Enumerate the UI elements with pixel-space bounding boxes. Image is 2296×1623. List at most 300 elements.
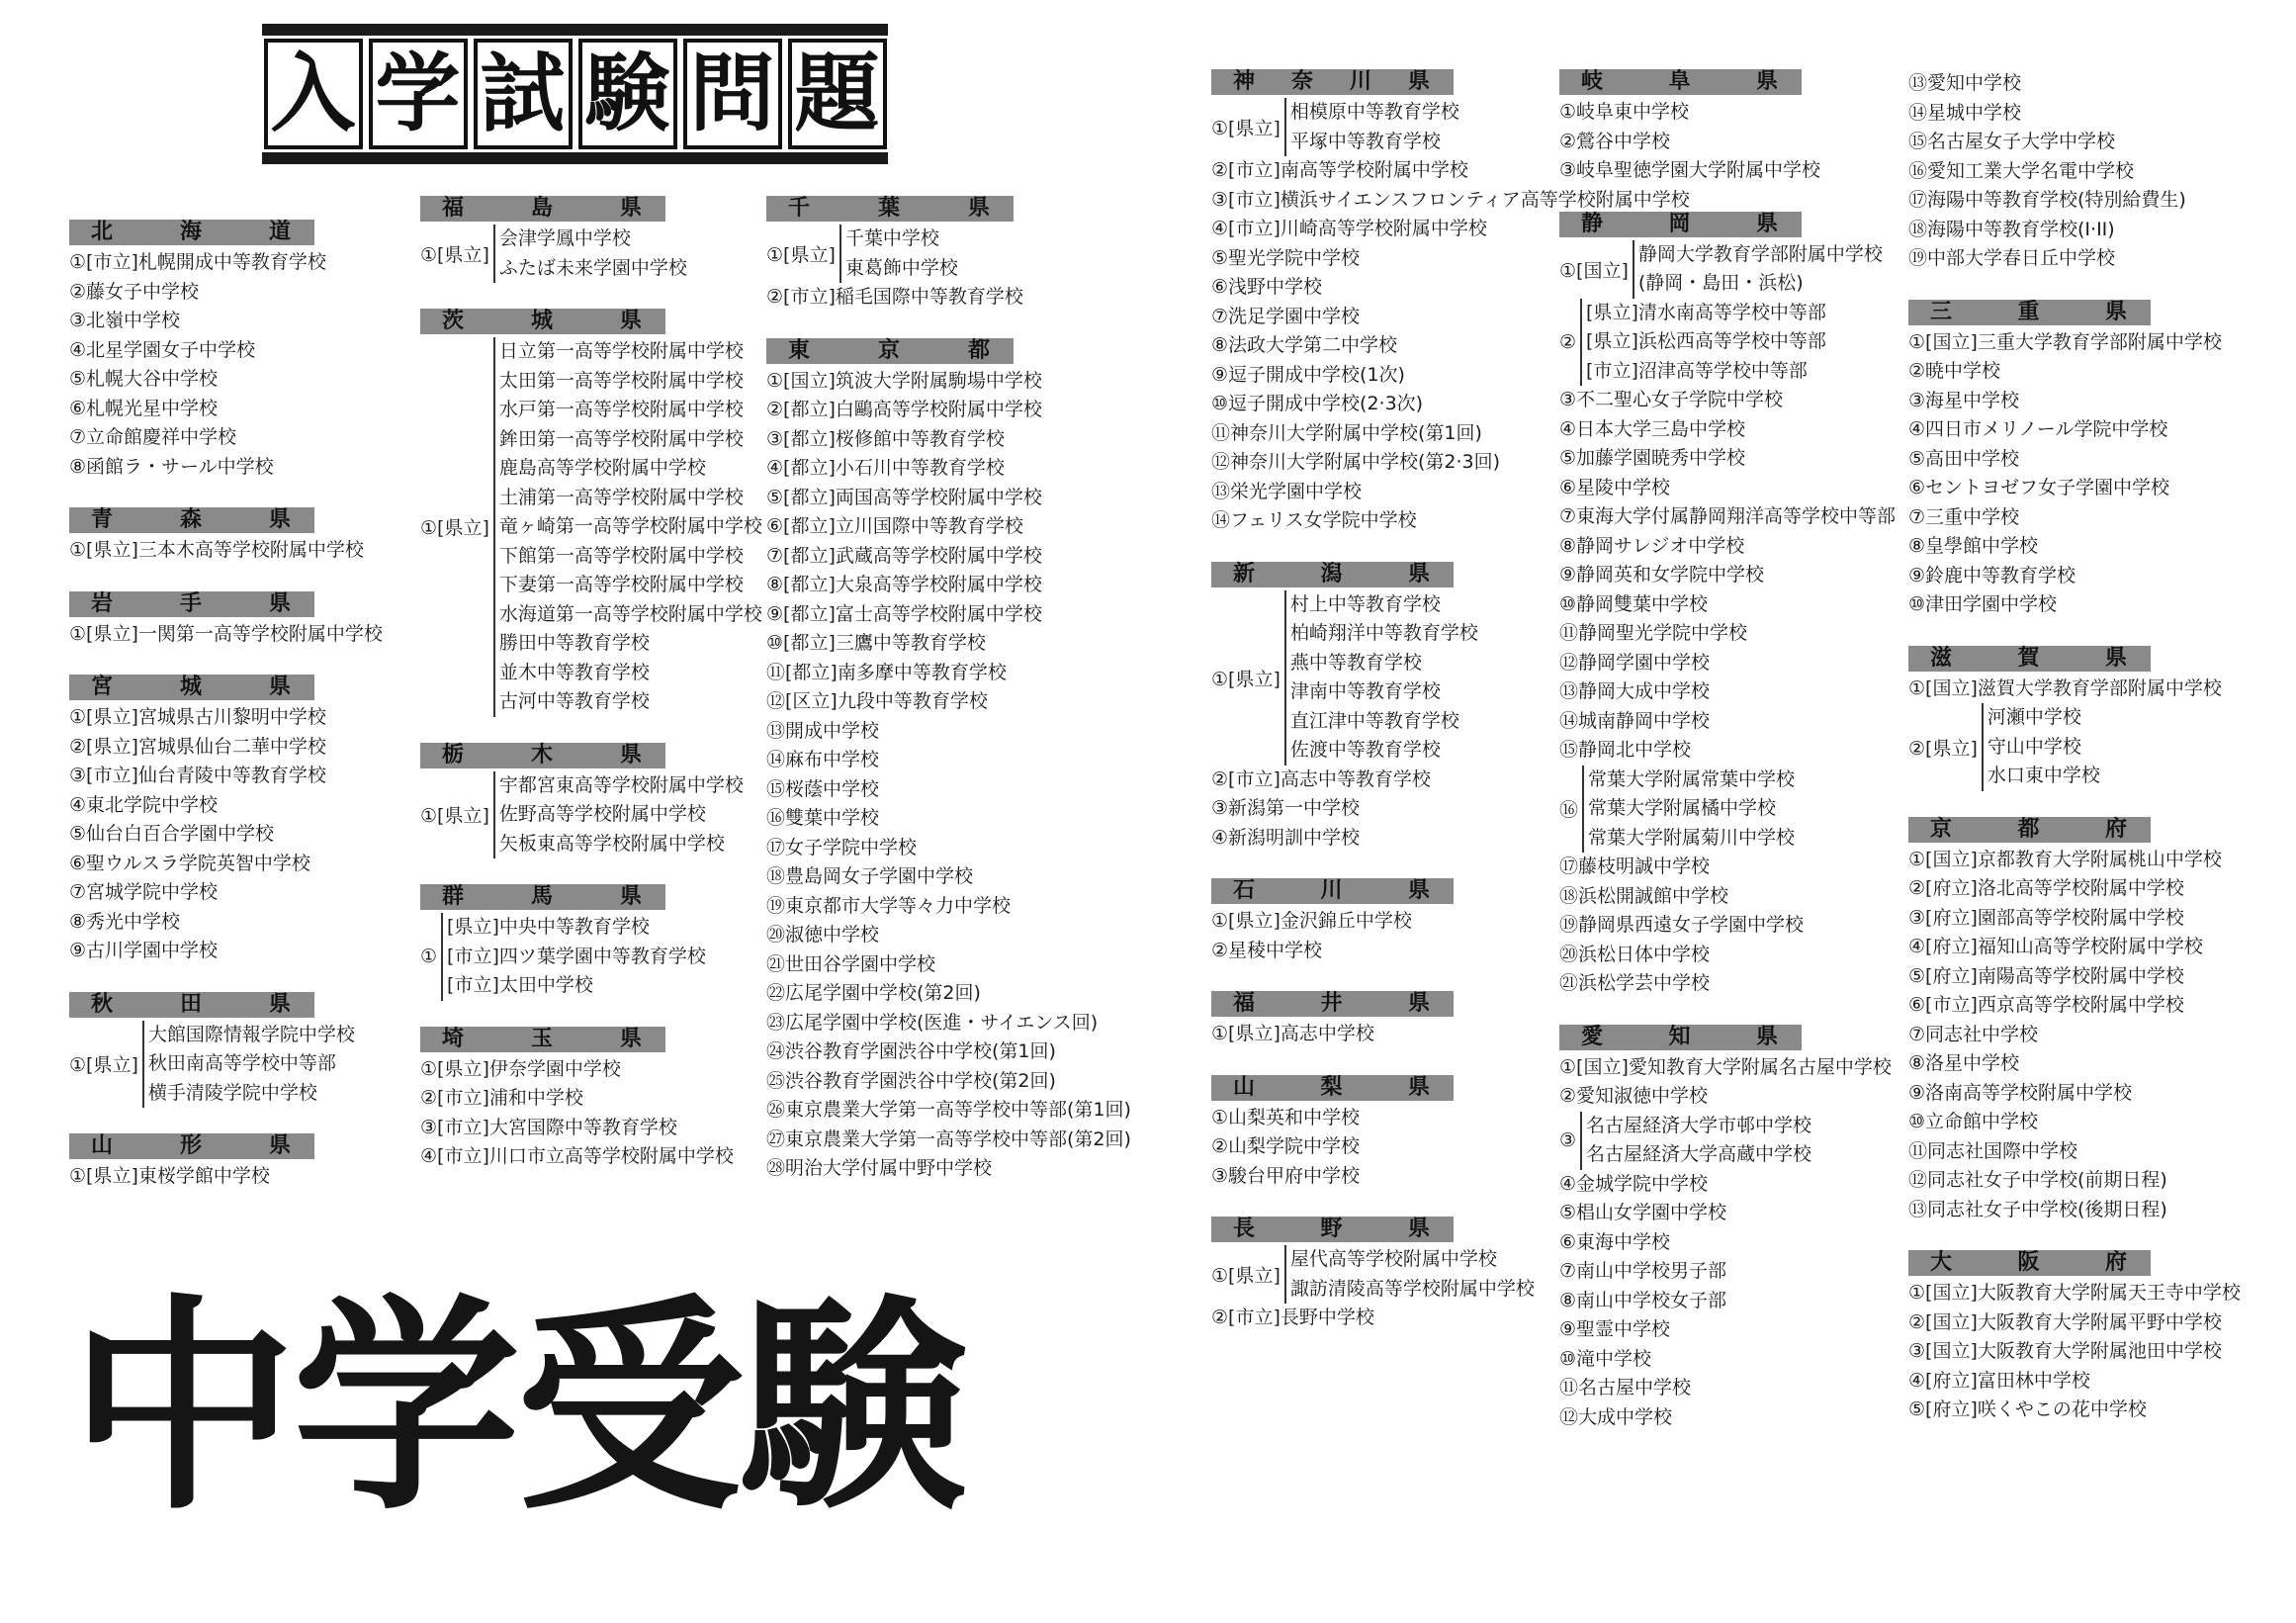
school-item — [69, 878, 314, 908]
item-number: ⑤ — [1559, 447, 1577, 469]
school-item — [766, 746, 1014, 775]
school-item — [1908, 1166, 2167, 1196]
column-1 — [69, 220, 383, 1217]
prefecture-header: 愛 知 県 — [1559, 1025, 1802, 1050]
school-name: 浜松学芸中学校 — [1578, 972, 1711, 994]
school-name: ふたば未来学園中学校 — [498, 256, 687, 279]
school-item — [1211, 1304, 1454, 1333]
school-item — [1211, 186, 1690, 216]
school-item — [69, 307, 314, 336]
prefecture-header: 大 阪 府 — [1908, 1250, 2151, 1276]
item-number: ① — [1559, 101, 1577, 123]
school-item — [1559, 736, 1802, 766]
school-item — [69, 937, 314, 966]
item-number: ⑨ — [766, 602, 784, 625]
school-name: 勝田中等教育学校 — [498, 632, 650, 654]
column-5 — [1559, 69, 1897, 1458]
item-number: ⑨ — [69, 940, 87, 961]
school-name: (静岡・島田・浜松) — [1637, 272, 1804, 294]
school-item — [766, 979, 1014, 1009]
school-name: [市立]太田中学校 — [447, 974, 593, 996]
school-name: 同志社女子中学校(後期日程) — [1927, 1198, 2167, 1220]
school-item — [1211, 419, 1482, 449]
school-name: 滝中学校 — [1576, 1347, 1652, 1370]
item-number: ⑬ — [1908, 1198, 1928, 1220]
item-number: ⑦ — [1908, 1023, 1926, 1045]
school-item — [766, 1126, 1131, 1155]
item-number: ② — [1211, 159, 1229, 181]
school-name: [都立]桜修館中等教育学校 — [783, 427, 1005, 450]
school-name: 水戸第一高等学校附属中学校 — [498, 399, 744, 420]
school-item — [420, 1114, 677, 1143]
school-item — [1211, 303, 1454, 332]
item-number: ② — [766, 286, 784, 308]
prefecture-section — [1908, 645, 2222, 791]
school-item — [1908, 1049, 2151, 1079]
item-number: ⑬ — [1908, 72, 1928, 94]
item-number: ①[国立] — [1559, 259, 1629, 282]
school-item — [1908, 387, 2151, 416]
school-name: 東海大学付属静岡翔洋高等学校中等部 — [1576, 505, 1897, 527]
school-item — [766, 804, 1014, 834]
item-number: ①[県立] — [420, 805, 489, 828]
school-name: 竜ヶ崎第一高等学校附属中学校 — [498, 515, 762, 537]
school-item — [69, 762, 326, 791]
school-name: 山梨学院中学校 — [1228, 1135, 1361, 1157]
item-number: ⑧ — [1908, 1052, 1926, 1074]
school-name: 東北学院中学校 — [86, 793, 219, 816]
school-name: 聖ウルスラ学院英智中学校 — [86, 852, 310, 874]
school-item — [1908, 445, 2151, 475]
item-number: ⑤ — [1559, 1202, 1577, 1223]
school-item — [1908, 186, 2186, 216]
school-name: 桜蔭中学校 — [785, 777, 880, 800]
item-number: ⑦ — [69, 426, 87, 448]
school-name: 柏崎翔洋中等教育学校 — [1289, 622, 1478, 644]
prefecture-header: 山 梨 県 — [1211, 1075, 1454, 1101]
school-name: 海陽中等教育学校(特別給費生) — [1927, 189, 2186, 211]
school-name: 下妻第一高等学校附属中学校 — [498, 574, 744, 595]
school-item — [766, 367, 1042, 397]
school-item — [1908, 904, 2184, 934]
prefecture-section — [1908, 69, 2186, 274]
item-number: ⑤ — [69, 368, 87, 390]
school-name: 新潟第一中学校 — [1228, 797, 1361, 819]
prefecture-header: 秋 田 県 — [69, 992, 314, 1018]
school-group — [420, 225, 687, 283]
school-item — [1211, 361, 1454, 391]
school-item — [766, 659, 1014, 688]
prefecture-section — [1559, 69, 1821, 186]
school-name: 村上中等教育学校 — [1289, 592, 1441, 615]
school-item — [766, 1096, 1131, 1126]
item-number: ⑯ — [1559, 799, 1579, 822]
item-number: ⑭ — [1211, 509, 1231, 531]
item-number: ④ — [1908, 936, 1926, 957]
item-number: ⑦ — [766, 544, 784, 567]
school-item — [1559, 1403, 1802, 1433]
item-number: ① — [69, 706, 87, 728]
prefecture-header: 青 森 県 — [69, 507, 314, 533]
school-name: 矢板東高等学校附属中学校 — [498, 832, 725, 855]
item-number: ⑥ — [1211, 276, 1229, 298]
school-name: 横手清陵学院中学校 — [147, 1081, 317, 1104]
school-name: 栄光学園中学校 — [1230, 480, 1363, 502]
item-number: ⑭ — [766, 749, 786, 770]
school-item — [1908, 532, 2151, 562]
school-name: 仙台白百合学園中学校 — [86, 823, 275, 845]
school-name: 津南中等教育学校 — [1289, 680, 1441, 702]
school-item — [1211, 215, 1487, 244]
prefecture-header: 福 井 県 — [1211, 991, 1454, 1017]
school-name: [府立]南陽高等学校附属中学校 — [1925, 964, 2184, 987]
prefecture-section — [1211, 991, 1454, 1049]
school-name: 名古屋経済大学市邨中学校 — [1586, 1114, 1812, 1136]
school-name: 東京都市大学等々力中学校 — [785, 894, 1012, 917]
title-char: 問 — [683, 39, 782, 149]
school-item — [1211, 1104, 1454, 1133]
school-group — [1908, 703, 2151, 791]
school-item — [1559, 1345, 1802, 1375]
prefecture-section — [420, 884, 706, 1001]
item-number: ⑧ — [1908, 535, 1926, 557]
item-number: ② — [1908, 877, 1926, 899]
item-number: ①[県立] — [766, 244, 836, 266]
school-item — [766, 1009, 1099, 1038]
prefecture-section — [1908, 816, 2222, 1225]
item-number: ① — [69, 622, 87, 645]
item-number: ⑬ — [1559, 680, 1579, 702]
school-name: フェリス女学院中学校 — [1230, 509, 1417, 531]
item-number: ㉑ — [766, 952, 786, 975]
school-item — [1559, 474, 1802, 503]
school-type-prefix: [県立] — [86, 1054, 138, 1077]
item-number: ⑤ — [1908, 447, 1926, 470]
school-item — [69, 278, 314, 308]
school-name: 並木中等教育学校 — [498, 661, 650, 683]
school-item — [1908, 474, 2170, 503]
school-name: [市立]仙台青陵中等教育学校 — [86, 765, 326, 786]
school-item — [1559, 1170, 1802, 1200]
school-name: [県立]清水南高等学校中等部 — [1586, 301, 1826, 323]
school-name: [県立]三本木高等学校附属中学校 — [86, 539, 364, 561]
school-name: 太田第一高等学校附属中学校 — [498, 369, 744, 392]
item-number: ⑩ — [1908, 593, 1926, 615]
school-name: 海陽中等教育学校(I·II) — [1927, 218, 2115, 240]
item-number: ㉘ — [766, 1157, 786, 1179]
school-name: 土浦第一高等学校附属中学校 — [498, 486, 744, 508]
school-name: [県立]浜松西高等学校中等部 — [1586, 330, 1826, 352]
school-group — [1559, 766, 1802, 854]
school-item — [69, 453, 314, 483]
item-number: ① — [69, 1165, 87, 1187]
school-item — [69, 791, 314, 821]
column-3 — [766, 196, 1131, 1210]
school-item — [766, 484, 1042, 513]
school-item — [1908, 157, 2151, 187]
school-name: [都立]富士高等学校附属中学校 — [783, 602, 1042, 625]
school-item — [1908, 590, 2151, 620]
school-item — [69, 336, 314, 366]
school-item — [1211, 766, 1454, 795]
item-number: ⑲ — [766, 894, 786, 917]
school-item — [1211, 331, 1454, 361]
prefecture-header: 埼 玉 県 — [420, 1027, 665, 1052]
prefecture-section — [420, 309, 762, 717]
prefecture-header: 茨 城 県 — [420, 309, 665, 334]
school-item — [1559, 882, 1802, 912]
school-item — [1908, 675, 2222, 704]
school-item — [1211, 244, 1454, 274]
school-name: 燕中等教育学校 — [1289, 651, 1422, 674]
school-name: 鉾田第一高等学校附属中学校 — [498, 427, 744, 450]
item-number: ② — [766, 399, 784, 420]
school-name: [市立]高志中等教育学校 — [1228, 767, 1431, 790]
school-name: 神奈川大学附属中学校(第2·3回) — [1230, 451, 1501, 473]
school-item — [1908, 99, 2151, 129]
school-name: 静岡サレジオ中学校 — [1576, 534, 1745, 557]
school-name: 水海道第一高等学校附属中学校 — [498, 602, 762, 625]
school-item — [766, 283, 1023, 313]
school-item — [1211, 156, 1468, 186]
school-type-prefix: [県立] — [1228, 1265, 1280, 1287]
prefecture-section — [1211, 878, 1454, 965]
school-item — [766, 834, 1014, 863]
school-name: [府立]富田林中学校 — [1925, 1369, 2090, 1392]
school-item — [1559, 98, 1802, 128]
item-number: ① — [766, 369, 784, 392]
school-name: 愛知中学校 — [1927, 72, 2022, 94]
item-number: ⑪ — [1211, 421, 1231, 444]
item-number: ② — [69, 735, 87, 758]
school-type-prefix: [県立] — [437, 244, 489, 266]
school-name: 星稜中学校 — [1228, 939, 1323, 961]
school-name: 静岡聖光学院中学校 — [1578, 622, 1748, 644]
item-number: ② — [1908, 1310, 1926, 1333]
school-group — [1559, 240, 1883, 299]
school-name: [府立]咲くやこの花中学校 — [1925, 1398, 2147, 1420]
school-name: 三重中学校 — [1925, 505, 2020, 528]
item-number: ⑰ — [766, 836, 786, 858]
item-number: ③ — [1908, 1340, 1926, 1362]
school-name: 古川学園中学校 — [86, 940, 219, 961]
school-item — [766, 775, 1014, 805]
school-name: 駿台甲府中学校 — [1228, 1164, 1361, 1187]
item-number: ⑫ — [1559, 651, 1579, 674]
school-item — [1908, 244, 2151, 274]
school-name: [市立]横浜サイエンスフロンティア高等学校附属中学校 — [1228, 188, 1690, 211]
school-item — [1908, 1396, 2151, 1425]
school-item — [1559, 415, 1802, 445]
item-number: ㉔ — [766, 1040, 786, 1062]
school-name: [市立]札幌開成中等教育学校 — [86, 251, 326, 273]
school-name: 静岡県西遠女子学園中学校 — [1578, 914, 1805, 936]
prefecture-section — [1211, 1217, 1535, 1333]
item-number: ③ — [766, 427, 784, 450]
school-name: [国立]大阪教育大学附属天王寺中学校 — [1925, 1282, 2241, 1304]
school-item — [1559, 941, 1802, 970]
school-name: 中部大学春日丘中学校 — [1927, 247, 2116, 269]
school-name: [市立]四ツ葉学園中等教育学校 — [447, 945, 706, 967]
prefecture-section — [1908, 1250, 2241, 1425]
school-item — [1559, 619, 1802, 649]
school-name: 佐野高等学校附属中学校 — [498, 803, 706, 825]
prefecture-header: 栃 木 県 — [420, 743, 665, 768]
school-name: 雙葉中学校 — [785, 807, 880, 829]
item-number: ㉒ — [766, 982, 786, 1004]
school-item — [1908, 1308, 2222, 1338]
school-name: [県立]高志中学校 — [1228, 1023, 1374, 1044]
school-name: 淑徳中学校 — [785, 924, 880, 946]
school-name: セントヨゼフ女子学園中学校 — [1925, 477, 2170, 498]
school-name: [県立]中央中等教育学校 — [447, 916, 650, 938]
school-type-prefix: [県立] — [437, 517, 489, 540]
item-number: ③ — [1908, 389, 1926, 411]
item-number: ⑨ — [1908, 564, 1926, 586]
school-name: [国立]大阪教育大学附属平野中学校 — [1925, 1310, 2222, 1333]
school-item — [1559, 156, 1821, 186]
school-name: 静岡英和女学院中学校 — [1576, 564, 1765, 586]
school-name: 宇都宮東高等学校附属中学校 — [498, 773, 744, 796]
school-item — [1908, 1337, 2222, 1367]
school-name: [都立]南多摩中等教育学校 — [785, 661, 1007, 683]
item-number: ② — [1559, 1085, 1577, 1107]
school-item — [1559, 853, 1802, 882]
school-name: 静岡大学教育学部附属中学校 — [1637, 242, 1883, 265]
school-item — [1211, 794, 1454, 824]
school-name: [市立]川崎高等学校附属中学校 — [1228, 218, 1487, 239]
school-name: 直江津中等教育学校 — [1289, 709, 1459, 732]
school-group — [766, 225, 1014, 283]
item-number: ①[県立] — [1211, 668, 1280, 690]
school-item — [1559, 1082, 1802, 1112]
school-name: 岐阜聖徳学園大学附属中学校 — [1576, 159, 1821, 181]
school-name: 城南静岡中学校 — [1578, 709, 1711, 732]
school-group — [1559, 1112, 1812, 1170]
school-item — [1559, 1199, 1802, 1228]
school-name: 女子学院中学校 — [785, 836, 918, 858]
item-number: ② — [1211, 1307, 1229, 1328]
school-name: 守山中学校 — [1987, 735, 2081, 758]
school-item — [1211, 937, 1454, 966]
school-item — [766, 425, 1014, 455]
school-name: 渋谷教育学園渋谷中学校(第1回) — [785, 1040, 1056, 1062]
item-number: ⑥ — [1559, 476, 1577, 498]
school-name: 同志社女子中学校(前期日程) — [1927, 1169, 2167, 1191]
item-number: ②[県立] — [1908, 737, 1978, 760]
school-item — [766, 1037, 1056, 1067]
item-number: ② — [1211, 1135, 1229, 1157]
item-number: ⑱ — [766, 865, 786, 887]
school-name: 東京農業大学第一高等学校中等部(第2回) — [785, 1127, 1131, 1150]
prefecture-header: 岐 阜 県 — [1559, 69, 1802, 95]
item-number: ⑬ — [1211, 480, 1231, 502]
school-name: 鈴鹿中等教育学校 — [1925, 564, 2076, 586]
school-name: 岐阜東中学校 — [1576, 101, 1690, 123]
school-item — [69, 850, 314, 879]
item-number: ⑦ — [69, 881, 87, 903]
item-number: ⑤ — [69, 823, 87, 845]
prefecture-header: 福 島 県 — [420, 196, 665, 222]
school-name: 藤女子中学校 — [86, 280, 200, 303]
school-name: 法政大学第二中学校 — [1228, 334, 1398, 356]
school-type-prefix: [県立] — [1925, 737, 1978, 760]
item-number: ⑧ — [69, 455, 87, 478]
item-number: ④ — [766, 457, 784, 479]
school-name: 新潟明訓中学校 — [1228, 826, 1361, 849]
school-item — [1908, 1108, 2151, 1137]
item-number: ① — [1908, 848, 1926, 870]
item-number: ③ — [1211, 797, 1229, 819]
school-name: 金城学院中学校 — [1576, 1172, 1709, 1195]
school-name: 札幌光星中学校 — [86, 397, 219, 419]
school-item — [766, 629, 1014, 659]
item-number: ③ — [1559, 159, 1577, 181]
item-number: ⑦ — [1559, 505, 1577, 527]
prefecture-section — [766, 196, 1023, 313]
item-number: ③ — [1559, 1129, 1577, 1151]
item-number: ② — [1211, 939, 1229, 961]
item-number: ㉑ — [1559, 972, 1579, 994]
item-number: ⑲ — [1908, 247, 1928, 269]
school-name: [県立]宮城県仙台二華中学校 — [86, 735, 326, 758]
item-number: ①[県立] — [420, 517, 489, 540]
school-name: [国立]滋賀大学教育学部附属中学校 — [1925, 676, 2222, 699]
school-type-prefix: [県立] — [1228, 118, 1280, 139]
item-number: ② — [1908, 360, 1926, 382]
school-name: [市立]西京高等学校附属中学校 — [1925, 994, 2184, 1016]
item-number: ⑤ — [1908, 964, 1926, 987]
item-number: ⑫ — [1559, 1405, 1579, 1428]
school-name: 日本大学三島中学校 — [1576, 417, 1746, 440]
item-number: ⑪ — [766, 661, 786, 683]
school-item — [1559, 969, 1802, 999]
banner-title: 中学受験 — [69, 1277, 964, 1541]
school-name: 札幌大谷中学校 — [86, 368, 219, 390]
school-name: 秋田南高等学校中等部 — [147, 1052, 336, 1074]
title-box — [262, 24, 888, 164]
school-name: 開成中学校 — [785, 719, 880, 742]
school-name: 名古屋女子大学中学校 — [1927, 131, 2116, 152]
school-name: 愛知工業大学名電中学校 — [1927, 159, 2135, 182]
school-item — [1908, 562, 2151, 591]
school-name: 静岡大成中学校 — [1578, 680, 1711, 702]
school-item — [1908, 1367, 2151, 1397]
item-number: ⑯ — [766, 807, 786, 829]
school-type-prefix: [国立] — [1576, 259, 1629, 282]
school-item — [1559, 649, 1802, 678]
school-item — [766, 396, 1042, 425]
item-number: ①[県立] — [420, 244, 489, 266]
item-number: ③ — [1908, 906, 1926, 929]
school-name: 海星中学校 — [1925, 389, 2020, 411]
title-char: 入 — [264, 39, 363, 149]
school-name: 立命館中学校 — [1925, 1111, 2039, 1132]
school-item — [1211, 273, 1454, 303]
school-item — [1908, 1137, 2151, 1167]
prefecture-section — [420, 742, 744, 859]
school-group — [420, 913, 706, 1001]
item-number: ⑫ — [1211, 451, 1231, 473]
school-name: [市立]浦和中学校 — [437, 1087, 583, 1109]
prefecture-header: 山 形 県 — [69, 1133, 314, 1159]
school-name: [区立]九段中等教育学校 — [785, 690, 988, 712]
school-name: 四日市メリノール学院中学校 — [1925, 418, 2168, 440]
item-number: ② — [1559, 330, 1577, 353]
item-number: ② — [1559, 130, 1577, 152]
item-number: ③ — [420, 1116, 438, 1138]
item-number: ① — [69, 539, 87, 561]
